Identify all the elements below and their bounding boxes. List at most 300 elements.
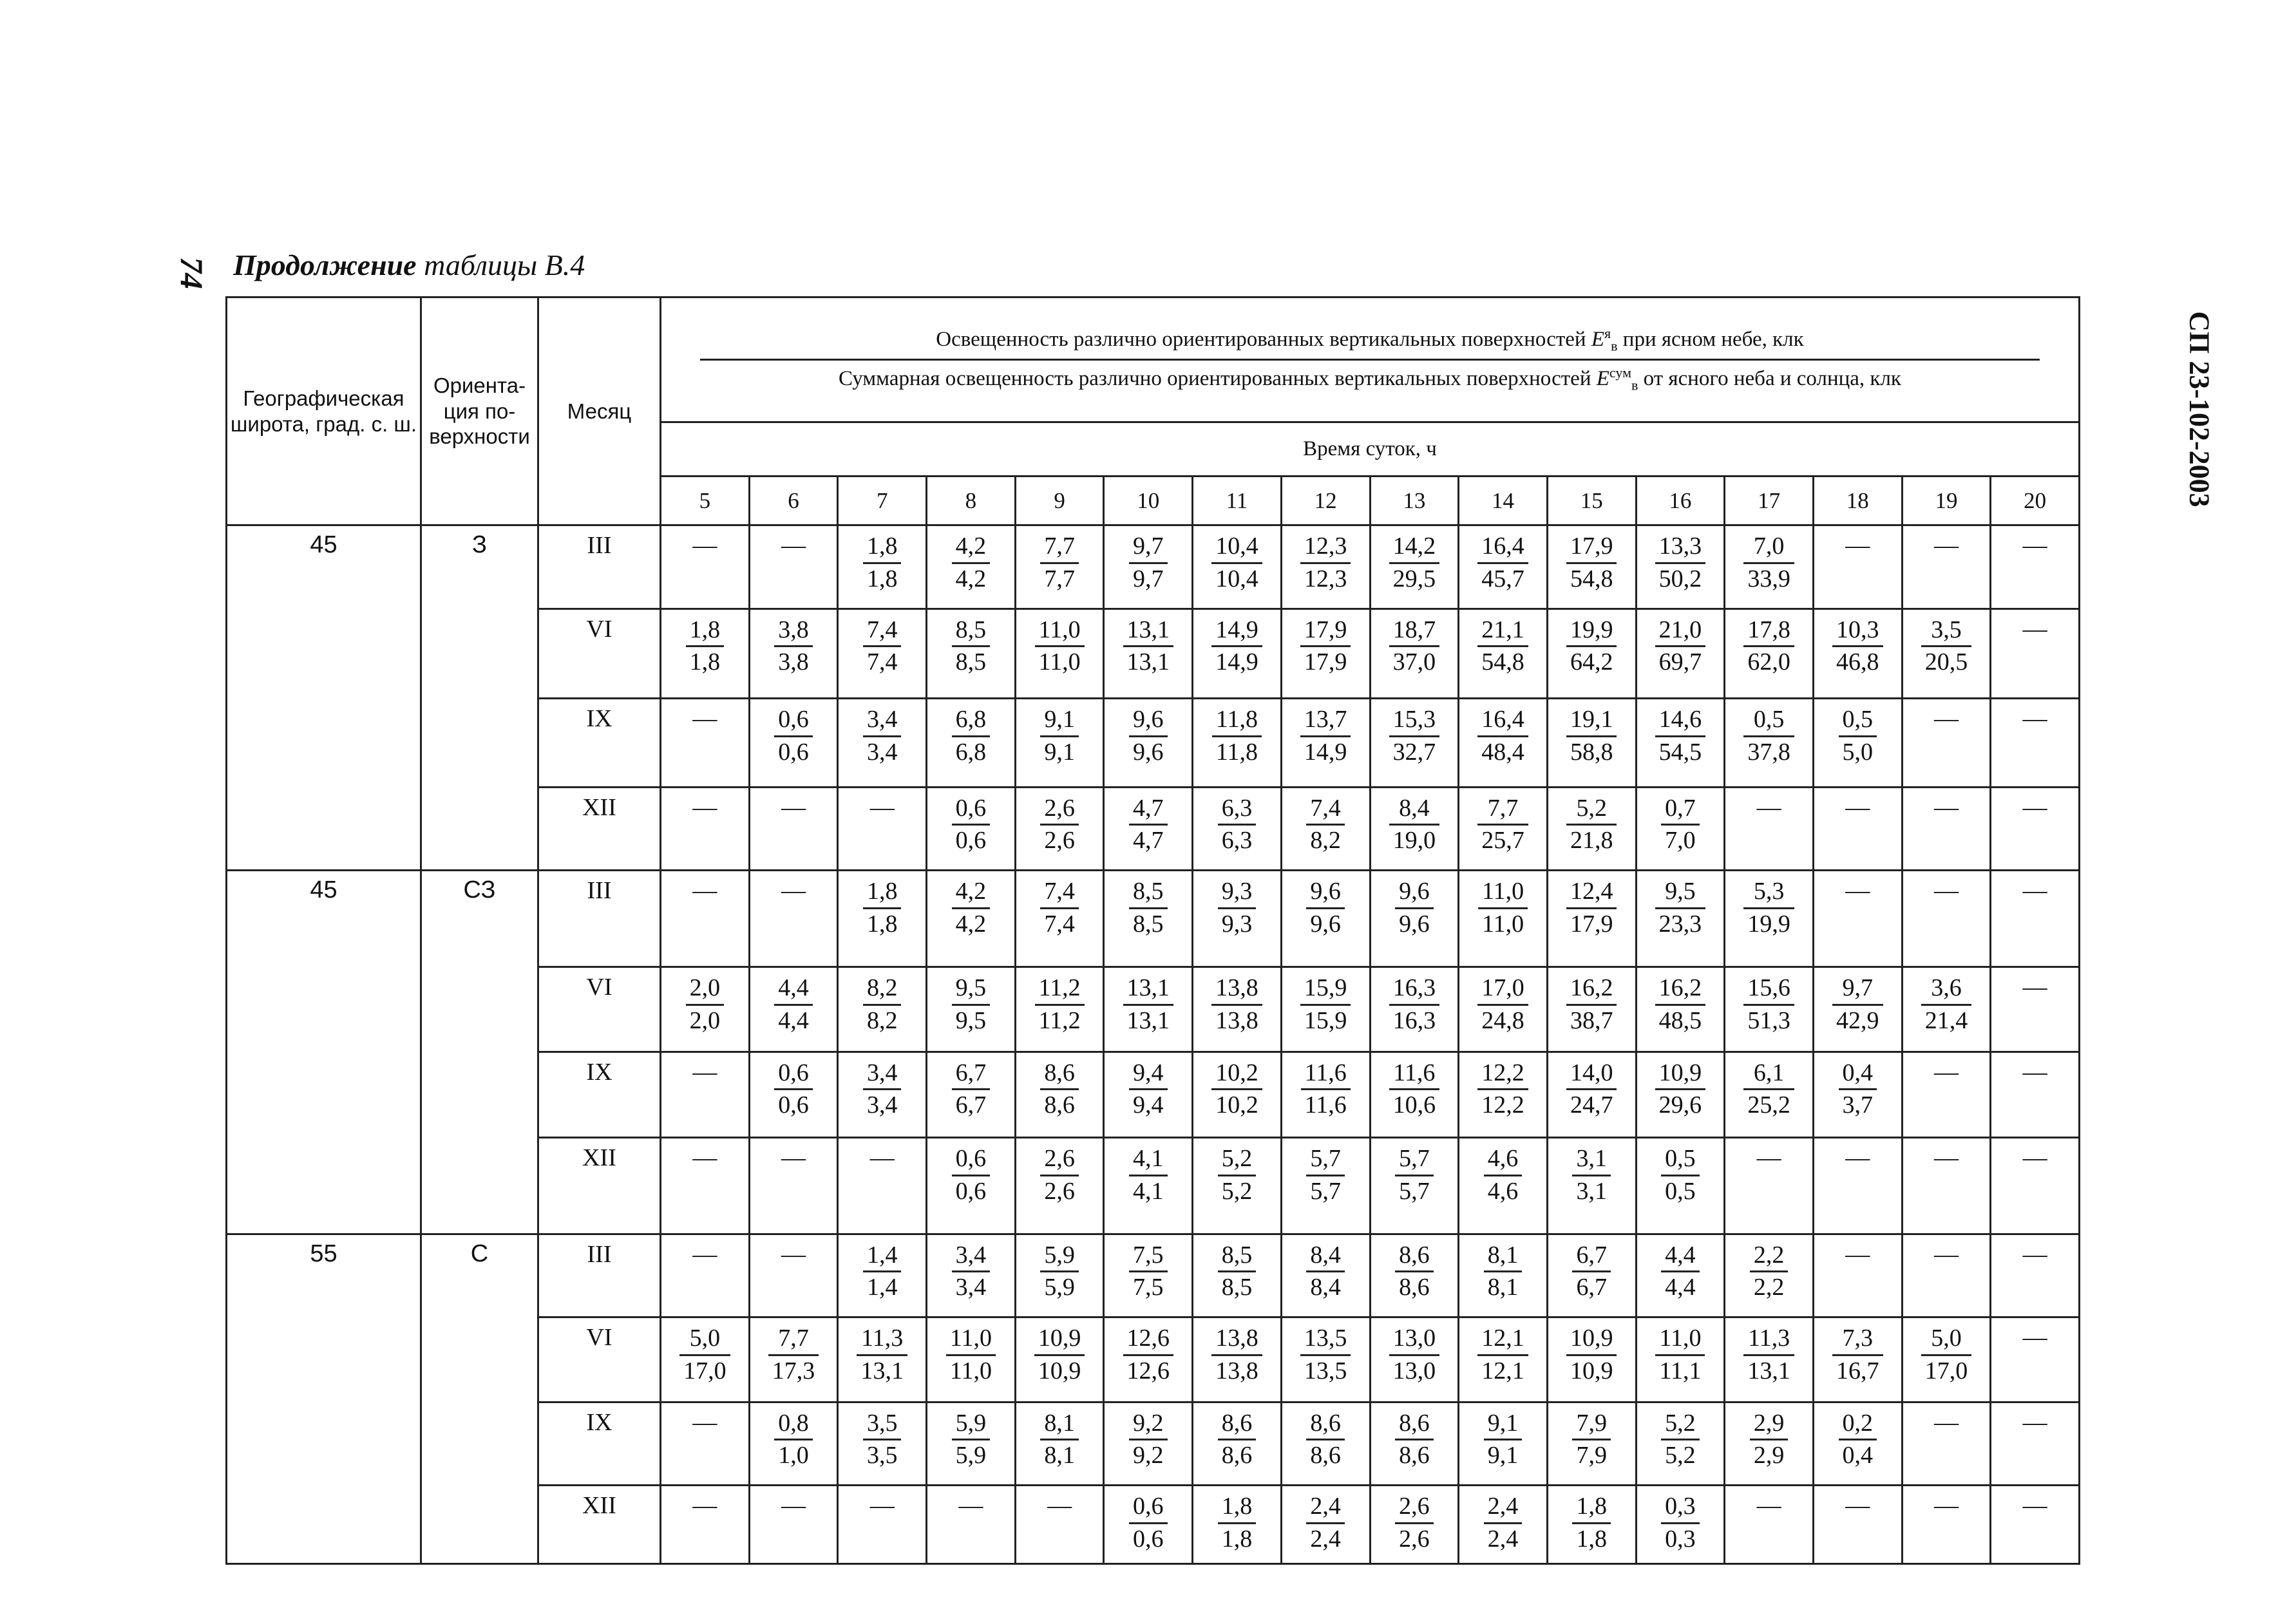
denominator-total: 32,7	[1392, 738, 1436, 766]
value-cell	[1370, 1138, 1459, 1234]
numerator-clear-sky: 8,6	[1218, 1408, 1257, 1441]
table-row	[227, 525, 2080, 609]
numerator-clear-sky: 11,0	[1478, 876, 1528, 909]
fraction-value	[1129, 1240, 1168, 1303]
denominator-total: 13,1	[1126, 1006, 1170, 1034]
fraction-value	[1566, 793, 1617, 856]
dash-value: —	[1845, 1492, 1870, 1520]
numerator-clear-sky: 11,0	[1655, 1323, 1705, 1356]
numerator-clear-sky: 9,1	[1484, 1408, 1523, 1441]
numerator-clear-sky: 14,9	[1211, 615, 1262, 648]
denominator-total: 54,8	[1570, 565, 1613, 592]
value-cell	[1813, 787, 1902, 871]
denominator-total: 9,7	[1133, 565, 1164, 592]
denominator-total: 13,1	[860, 1357, 904, 1384]
denominator-total: 24,8	[1481, 1006, 1524, 1034]
value-cell	[1104, 871, 1193, 967]
value-cell	[1281, 609, 1370, 699]
fraction-value	[1832, 615, 1883, 678]
dash-value: —	[958, 1492, 983, 1520]
value-cell	[661, 525, 750, 609]
numerator-clear-sky: 16,4	[1477, 531, 1528, 564]
month-cell: XII	[538, 1138, 661, 1234]
fraction-value	[952, 1144, 991, 1207]
numerator-clear-sky: 14,0	[1566, 1058, 1617, 1091]
fraction-value	[1040, 704, 1079, 768]
denominator-total: 37,0	[1392, 648, 1436, 676]
fraction-value	[1034, 1323, 1085, 1386]
dash-value: —	[1933, 1408, 1959, 1436]
denominator-total: 0,6	[1133, 1525, 1164, 1553]
fraction-value	[1921, 973, 1972, 1036]
fraction-value	[1040, 1058, 1079, 1121]
denominator-total: 0,6	[955, 827, 987, 854]
value-cell	[1902, 1052, 1991, 1138]
fraction-value	[1211, 531, 1262, 594]
fraction-value	[1661, 1491, 1700, 1554]
numerator-clear-sky: 9,5	[952, 973, 991, 1006]
value-cell	[1813, 967, 1902, 1052]
value-cell	[927, 1234, 1016, 1317]
value-cell	[927, 699, 1016, 788]
value-cell	[1547, 1052, 1636, 1138]
fraction-value	[1040, 876, 1079, 939]
fraction-value	[1389, 793, 1440, 856]
numerator-clear-sky: 13,8	[1211, 1323, 1262, 1356]
fraction-value	[1477, 1323, 1528, 1386]
value-cell	[1193, 787, 1282, 871]
denominator-total: 7,4	[1044, 910, 1075, 938]
denominator-total: 3,4	[955, 1274, 987, 1301]
numerator-clear-sky: 3,4	[952, 1240, 991, 1273]
numerator-clear-sky: 17,9	[1566, 531, 1617, 564]
numerator-clear-sky: 11,8	[1212, 704, 1262, 737]
numerator-clear-sky: 9,3	[1218, 876, 1257, 909]
numerator-clear-sky: 7,4	[1306, 793, 1345, 826]
denominator-total: 3,1	[1576, 1177, 1607, 1205]
fraction-value	[1661, 1144, 1700, 1207]
dash-value: —	[781, 877, 806, 905]
denominator-total: 8,1	[1044, 1442, 1075, 1469]
denominator-total: 9,2	[1133, 1442, 1164, 1469]
denominator-total: 4,2	[955, 910, 987, 938]
denominator-total: 69,7	[1658, 648, 1702, 676]
value-cell	[1547, 1317, 1636, 1402]
document-id: СП 23-102-2003	[2183, 311, 2216, 507]
numerator-clear-sky: 4,4	[1661, 1240, 1700, 1273]
numerator-clear-sky: 7,9	[1572, 1408, 1611, 1441]
numerator-clear-sky: 11,2	[1035, 973, 1085, 1006]
denominator-total: 8,2	[866, 1006, 898, 1034]
fraction-value	[1129, 1408, 1168, 1471]
denominator-total: 7,4	[866, 648, 898, 676]
value-cell	[1902, 1402, 1991, 1486]
numerator-clear-sky: 2,2	[1750, 1240, 1789, 1273]
numerator-clear-sky: 2,6	[1395, 1491, 1434, 1524]
numerator-clear-sky: 10,9	[1566, 1323, 1617, 1356]
header-time: Время суток, ч	[661, 422, 2080, 477]
value-cell	[1725, 1317, 1814, 1402]
fraction-value	[1750, 1408, 1789, 1471]
value-cell	[1725, 1234, 1814, 1317]
denominator-total: 8,6	[1221, 1442, 1253, 1469]
value-cell	[1281, 1486, 1370, 1564]
fraction-value	[1129, 1058, 1168, 1121]
dash-value: —	[692, 532, 717, 559]
denominator-total: 45,7	[1481, 565, 1524, 592]
value-cell	[1281, 1317, 1370, 1402]
numerator-clear-sky: 1,8	[1572, 1491, 1611, 1524]
denominator-total: 46,8	[1836, 648, 1879, 676]
header-a-sub: в	[1611, 338, 1618, 354]
denominator-total: 42,9	[1836, 1006, 1879, 1034]
denominator-total: 13,1	[1747, 1357, 1790, 1384]
denominator-total: 17,9	[1570, 910, 1613, 938]
value-cell	[1547, 871, 1636, 967]
numerator-clear-sky: 4,2	[952, 876, 991, 909]
fraction-value	[1389, 1058, 1440, 1121]
value-cell	[1636, 1486, 1725, 1564]
value-cell	[1459, 1402, 1548, 1486]
denominator-total: 2,0	[689, 1006, 721, 1034]
numerator-clear-sky: 12,4	[1566, 876, 1617, 909]
denominator-total: 6,7	[1576, 1274, 1607, 1301]
denominator-total: 5,9	[1044, 1274, 1075, 1301]
fraction-value	[1566, 615, 1617, 678]
month-cell: IX	[538, 1052, 661, 1138]
header-illumination-b	[661, 361, 2078, 398]
dash-value: —	[869, 793, 895, 821]
value-cell	[1547, 525, 1636, 609]
numerator-clear-sky: 8,1	[1040, 1408, 1079, 1441]
value-cell	[1991, 787, 2080, 871]
denominator-total: 3,4	[866, 738, 898, 766]
fraction-value	[1477, 704, 1528, 768]
numerator-clear-sky: 8,5	[1218, 1240, 1257, 1273]
fraction-value	[1743, 973, 1794, 1036]
value-cell	[661, 699, 750, 788]
denominator-total: 8,5	[955, 648, 987, 676]
fraction-value	[1389, 704, 1440, 768]
numerator-clear-sky: 4,4	[774, 973, 813, 1006]
denominator-total: 13,0	[1392, 1357, 1436, 1384]
fraction-value	[863, 1408, 902, 1471]
numerator-clear-sky: 9,5	[1655, 876, 1706, 909]
fraction-value	[863, 615, 902, 678]
dash-value: —	[2022, 1240, 2047, 1268]
dash-value: —	[869, 1492, 895, 1520]
value-cell	[661, 1234, 750, 1317]
fraction-value	[863, 1058, 902, 1121]
dash-value: —	[1047, 1492, 1072, 1520]
header-latitude: Географическая широта, град. с. ш.	[227, 297, 421, 525]
fraction-value	[1211, 973, 1262, 1036]
denominator-total: 29,6	[1658, 1091, 1702, 1119]
fraction-value	[1211, 1058, 1262, 1121]
value-cell	[838, 525, 927, 609]
denominator-total: 11,8	[1215, 738, 1258, 766]
value-cell	[1813, 1486, 1902, 1564]
value-cell	[1636, 1138, 1725, 1234]
header-b-tail: от ясного неба и солнца, клк	[1643, 367, 1901, 390]
fraction-value	[1655, 973, 1706, 1036]
fraction-value	[1306, 1408, 1345, 1471]
value-cell	[1015, 1138, 1104, 1234]
fraction-value	[1478, 876, 1528, 939]
numerator-clear-sky: 14,2	[1389, 531, 1440, 564]
denominator-total: 3,4	[866, 1091, 898, 1119]
value-cell	[838, 1317, 927, 1402]
numerator-clear-sky: 13,7	[1300, 704, 1351, 737]
fraction-value	[863, 973, 902, 1036]
denominator-total: 15,9	[1304, 1006, 1347, 1034]
numerator-clear-sky: 7,7	[1477, 793, 1528, 826]
numerator-clear-sky: 2,0	[686, 973, 725, 1006]
dash-value: —	[692, 1492, 717, 1520]
value-cell	[1459, 1486, 1548, 1564]
value-cell	[1725, 609, 1814, 699]
dash-value: —	[2022, 877, 2047, 905]
value-cell	[1725, 787, 1814, 871]
numerator-clear-sky: 16,4	[1477, 704, 1528, 737]
value-cell	[1725, 967, 1814, 1052]
value-cell	[1991, 1234, 2080, 1317]
fraction-value	[952, 1240, 991, 1303]
numerator-clear-sky: 13,3	[1655, 531, 1706, 564]
fraction-value	[1395, 876, 1434, 939]
fraction-value	[1306, 1144, 1345, 1207]
denominator-total: 12,1	[1481, 1357, 1524, 1384]
value-cell	[1370, 1486, 1459, 1564]
header-hour: 18	[1813, 477, 1902, 525]
value-cell	[1370, 699, 1459, 788]
value-cell	[749, 1402, 838, 1486]
fraction-value	[1395, 1491, 1434, 1554]
numerator-clear-sky: 7,7	[768, 1323, 819, 1356]
denominator-total: 17,0	[1924, 1357, 1968, 1384]
numerator-clear-sky: 3,8	[774, 615, 813, 648]
fraction-value	[1477, 973, 1528, 1036]
denominator-total: 8,1	[1487, 1274, 1519, 1301]
numerator-clear-sky: 10,9	[1034, 1323, 1085, 1356]
numerator-clear-sky: 4,1	[1129, 1144, 1168, 1176]
value-cell	[1991, 609, 2080, 699]
numerator-clear-sky: 3,6	[1921, 973, 1972, 1006]
numerator-clear-sky: 0,5	[1839, 704, 1877, 737]
denominator-total: 4,4	[1665, 1274, 1696, 1301]
numerator-clear-sky: 8,4	[1389, 793, 1440, 826]
fraction-value	[1129, 1491, 1168, 1554]
fraction-value	[1123, 1323, 1174, 1386]
numerator-clear-sky: 8,6	[1306, 1408, 1345, 1441]
value-cell	[1104, 967, 1193, 1052]
fraction-value	[1300, 615, 1351, 678]
numerator-clear-sky: 8,5	[1129, 876, 1168, 909]
numerator-clear-sky: 7,3	[1832, 1323, 1883, 1356]
fraction-value	[952, 973, 991, 1036]
fraction-value	[1389, 1323, 1440, 1386]
value-cell	[1813, 1317, 1902, 1402]
denominator-total: 10,9	[1038, 1357, 1081, 1384]
numerator-clear-sky: 11,3	[1743, 1323, 1794, 1356]
numerator-clear-sky: 2,9	[1750, 1408, 1789, 1441]
denominator-total: 29,5	[1392, 565, 1436, 592]
numerator-clear-sky: 1,8	[686, 615, 725, 648]
denominator-total: 16,3	[1392, 1006, 1436, 1034]
denominator-total: 8,5	[1133, 910, 1164, 938]
numerator-clear-sky: 5,0	[679, 1323, 730, 1356]
value-cell	[1281, 871, 1370, 967]
header-b-text: Суммарная освещенность различно ориентированных вертикальных поверхностей	[839, 367, 1591, 390]
value-cell	[1104, 787, 1193, 871]
fraction-value	[1743, 1323, 1794, 1386]
fraction-value	[1484, 1144, 1523, 1207]
numerator-clear-sky: 9,6	[1306, 876, 1345, 909]
value-cell	[661, 787, 750, 871]
fraction-value	[952, 1408, 991, 1471]
value-cell	[1547, 1486, 1636, 1564]
fraction-value	[1040, 1144, 1079, 1207]
fraction-value	[1040, 1408, 1079, 1471]
numerator-clear-sky: 7,0	[1743, 531, 1794, 564]
denominator-total: 14,9	[1304, 738, 1347, 766]
orientation-cell: С	[421, 1234, 538, 1563]
numerator-clear-sky: 1,8	[863, 531, 902, 564]
numerator-clear-sky: 5,3	[1743, 876, 1794, 909]
fraction-value	[1395, 1408, 1434, 1471]
value-cell	[1636, 1317, 1725, 1402]
value-cell	[1015, 699, 1104, 788]
value-cell	[1813, 1402, 1902, 1486]
value-cell	[1991, 967, 2080, 1052]
value-cell	[1370, 1317, 1459, 1402]
fraction-value	[774, 1408, 813, 1471]
denominator-total: 2,2	[1753, 1274, 1785, 1301]
value-cell	[661, 1138, 750, 1234]
denominator-total: 8,4	[1310, 1274, 1341, 1301]
value-cell	[1015, 871, 1104, 967]
denominator-total: 7,0	[1665, 827, 1696, 854]
value-cell	[1991, 699, 2080, 788]
numerator-clear-sky: 12,6	[1123, 1323, 1174, 1356]
dash-value: —	[692, 705, 717, 733]
fraction-value	[952, 531, 991, 594]
numerator-clear-sky: 5,2	[1661, 1408, 1700, 1441]
denominator-total: 58,8	[1570, 738, 1613, 766]
value-cell	[1281, 1234, 1370, 1317]
denominator-total: 4,4	[778, 1006, 809, 1034]
denominator-total: 10,4	[1215, 565, 1258, 592]
header-a-sup: я	[1604, 325, 1611, 342]
denominator-total: 10,9	[1570, 1357, 1613, 1384]
value-cell	[1281, 699, 1370, 788]
header-b-sub: в	[1631, 377, 1638, 393]
numerator-clear-sky: 6,8	[952, 704, 991, 737]
fraction-value	[1301, 1058, 1351, 1121]
value-cell	[838, 1486, 927, 1564]
value-cell	[1813, 699, 1902, 788]
denominator-total: 8,6	[1310, 1442, 1341, 1469]
denominator-total: 14,9	[1215, 648, 1258, 676]
value-cell	[1813, 871, 1902, 967]
dash-value: —	[1756, 1144, 1781, 1172]
numerator-clear-sky: 10,9	[1655, 1058, 1706, 1091]
value-cell	[838, 699, 927, 788]
header-hour: 9	[1015, 477, 1104, 525]
numerator-clear-sky: 7,7	[1040, 531, 1079, 564]
value-cell	[1370, 871, 1459, 967]
value-cell	[838, 967, 927, 1052]
denominator-total: 21,8	[1570, 827, 1613, 854]
numerator-clear-sky: 17,8	[1743, 615, 1794, 648]
header-illumination	[661, 297, 2080, 422]
denominator-total: 4,6	[1487, 1177, 1519, 1205]
numerator-clear-sky: 6,3	[1218, 793, 1257, 826]
numerator-clear-sky: 14,6	[1655, 704, 1706, 737]
denominator-total: 7,9	[1576, 1442, 1607, 1469]
fraction-value	[1395, 1240, 1434, 1303]
value-cell	[1902, 525, 1991, 609]
month-cell: XII	[538, 787, 661, 871]
value-cell	[749, 967, 838, 1052]
caption-bold: Продолжение	[233, 249, 417, 281]
dash-value: —	[2022, 1144, 2047, 1172]
denominator-total: 12,6	[1126, 1357, 1170, 1384]
numerator-clear-sky: 12,1	[1477, 1323, 1528, 1356]
header-hour: 5	[661, 477, 750, 525]
value-cell	[927, 871, 1016, 967]
numerator-clear-sky: 2,4	[1484, 1491, 1523, 1524]
denominator-total: 25,7	[1481, 827, 1524, 854]
denominator-total: 33,9	[1747, 565, 1790, 592]
value-cell	[661, 871, 750, 967]
denominator-total: 8,6	[1044, 1091, 1075, 1119]
denominator-total: 0,6	[778, 1091, 809, 1119]
value-cell	[1104, 1486, 1193, 1564]
value-cell	[1370, 609, 1459, 699]
orientation-cell: СЗ	[421, 871, 538, 1234]
value-cell	[1104, 1052, 1193, 1138]
value-cell	[1015, 1052, 1104, 1138]
numerator-clear-sky: 0,2	[1839, 1408, 1877, 1441]
fraction-value	[1040, 793, 1079, 856]
denominator-total: 8,5	[1221, 1274, 1253, 1301]
value-cell	[1370, 1052, 1459, 1138]
value-cell	[749, 1234, 838, 1317]
month-cell: VI	[538, 609, 661, 699]
value-cell	[749, 609, 838, 699]
denominator-total: 6,8	[955, 738, 987, 766]
denominator-total: 4,2	[955, 565, 987, 592]
dash-value: —	[692, 1144, 717, 1172]
header-hour: 19	[1902, 477, 1991, 525]
table-row	[227, 1234, 2080, 1317]
numerator-clear-sky: 0,6	[952, 1144, 991, 1176]
orientation-cell: З	[421, 525, 538, 871]
dash-value: —	[2022, 1408, 2047, 1436]
fraction-value	[1477, 1058, 1528, 1121]
fraction-value	[1832, 1323, 1883, 1386]
numerator-clear-sky: 1,8	[863, 876, 902, 909]
value-cell	[749, 525, 838, 609]
value-cell	[1281, 787, 1370, 871]
value-cell	[1193, 525, 1282, 609]
value-cell	[1991, 871, 2080, 967]
denominator-total: 5,2	[1665, 1442, 1696, 1469]
dash-value: —	[1933, 1240, 1959, 1268]
denominator-total: 13,8	[1215, 1006, 1258, 1034]
dash-value: —	[1933, 1144, 1959, 1172]
